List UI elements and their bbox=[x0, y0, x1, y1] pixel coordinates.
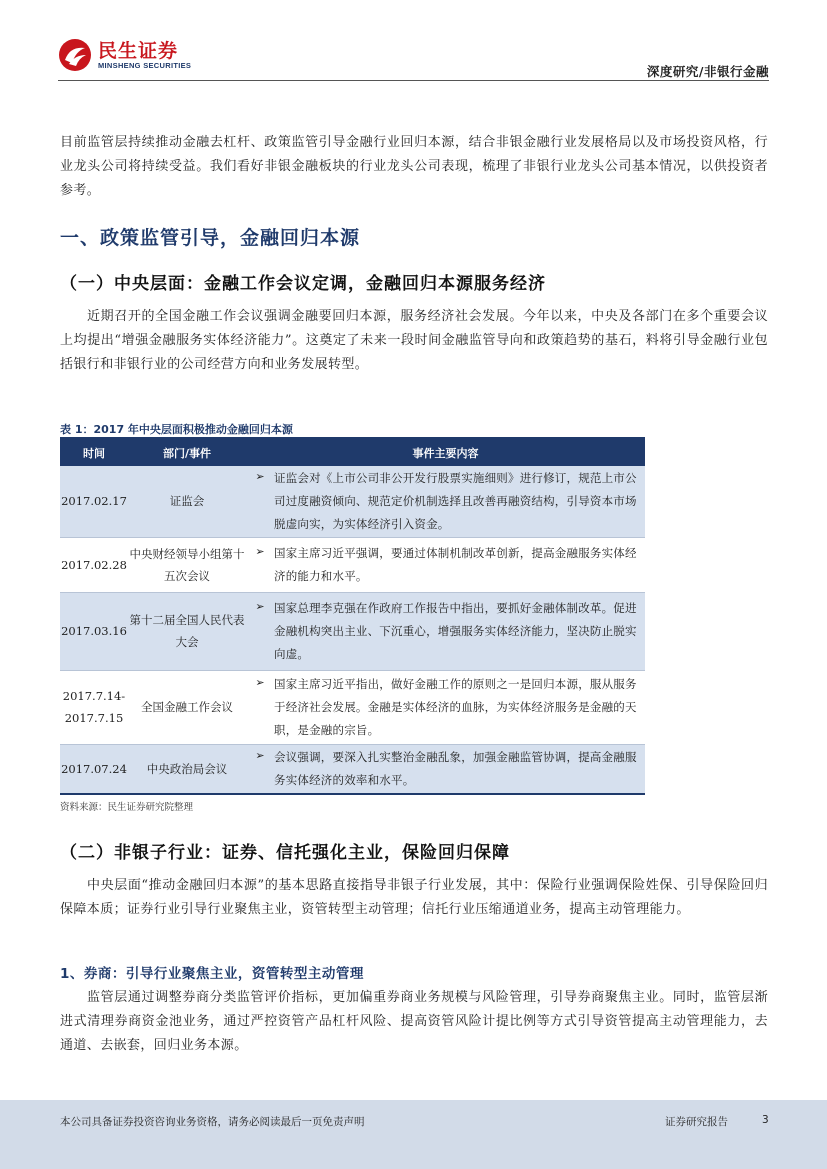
page-header bbox=[0, 0, 827, 82]
subsection-paragraph-3: 监管层通过调整券商分类监管评价指标，更加偏重券商业务规模与风险管理，引导券商聚焦主业。同时，监管层渐进式清理券商资金池业务，通过严控资管产品杠杆风险、提高资管风险计提比例等方式引导资管提高主动管理能力，去通道、去嵌套，回归业务本源。 bbox=[60, 990, 768, 1053]
table-row bbox=[60, 537, 645, 592]
bullet-arrow-icon: ➢ bbox=[255, 469, 265, 483]
row-dept: 全国金融工作会议 bbox=[141, 700, 233, 714]
table-row bbox=[60, 744, 645, 794]
subsection-paragraph-2: 中央层面“推动金融回归本源”的基本思路直接指导非银子行业发展，其中：保险行业强调保险姓保、引导保险回归保障本质；证券行业引导行业聚焦主业，资管转型主动管理；信托行业压缩通道业务，提高主动管理能力。 bbox=[60, 878, 768, 917]
row-content: 国家总理李克强在作政府工作报告中指出，要抓好金融体制改革。促进金融机构突出主业、下沉重心，增强服务实体经济能力，坚决防止脱实向虚。 bbox=[274, 600, 637, 661]
row-content: 国家主席习近平指出，做好金融工作的原则之一是回归本源，服从服务于经济社会发展。金融是实体经济的血脉，为实体经济服务是金融的天职，是金融的宗旨。 bbox=[274, 676, 637, 737]
bullet-arrow-icon: ➢ bbox=[255, 675, 265, 689]
table-row bbox=[60, 592, 645, 670]
company-logo bbox=[58, 38, 191, 72]
events-table bbox=[60, 437, 645, 795]
subsection-title-2: （二）非银子行业：证券、信托强化主业，保险回归保障 bbox=[60, 843, 510, 863]
row-time: 2017.02.28 bbox=[61, 557, 127, 572]
header-dept: 部门/事件 bbox=[128, 438, 246, 466]
table-source: 资料来源：民生证券研究院整理 bbox=[60, 802, 194, 813]
subsection-paragraph-1: 近期召开的全国金融工作会议强调金融要回归本源，服务经济社会发展。今年以来，中央及各部门在多个重要会议上均提出“增强金融服务实体经济能力”。这奠定了未来一段时间金融监管导向和政策趋势的基石，料将引导金融行业包括银行和非银行业的公司经营方向和业务发展转型。 bbox=[60, 309, 768, 372]
page-number: 3 bbox=[762, 1114, 769, 1126]
row-dept: 证监会 bbox=[128, 466, 246, 537]
header-divider bbox=[58, 80, 769, 81]
row-content: 会议强调，要深入扎实整治金融乱象，加强金融监管协调，提高金融服务实体经济的效率和水平。 bbox=[274, 749, 637, 787]
bullet-arrow-icon: ➢ bbox=[255, 599, 265, 613]
minsheng-logo-icon bbox=[58, 38, 92, 72]
report-category: 深度研究/非银行金融 bbox=[646, 64, 769, 79]
row-content: 国家主席习近平强调，要通过体制机制改革创新，提高金融服务实体经济的能力和水平。 bbox=[274, 545, 637, 583]
intro-paragraph: 目前监管层持续推动金融去杠杆、政策监管引导金融行业回归本源，结合非银金融行业发展格局以及市场投资风格，行业龙头公司将持续受益。我们看好非银金融板块的行业龙头公司表现，梳理了非银行业龙头公司基本情况，以供投资者参考。 bbox=[60, 135, 768, 198]
table-caption: 表 1：2017 年中央层面积极推动金融回归本源 bbox=[60, 423, 293, 436]
bullet-arrow-icon: ➢ bbox=[255, 748, 265, 762]
row-time: 2017.02.17 bbox=[60, 466, 128, 537]
page-footer bbox=[0, 1100, 827, 1169]
row-dept: 中央财经领导小组第十五次会议 bbox=[129, 546, 245, 583]
row-time: 2017.07.24 bbox=[60, 744, 128, 794]
row-dept: 中央政治局会议 bbox=[128, 744, 246, 794]
row-time: 2017.7.14-2017.7.15 bbox=[62, 689, 126, 725]
section-title: 一、政策监管引导，金融回归本源 bbox=[60, 227, 361, 249]
subsection-title-3: 1、券商：引导行业聚焦主业，资管转型主动管理 bbox=[60, 966, 364, 982]
bullet-arrow-icon: ➢ bbox=[255, 544, 265, 558]
table-row bbox=[60, 466, 645, 537]
header-content: 事件主要内容 bbox=[246, 438, 645, 466]
table-header-row bbox=[60, 438, 645, 466]
logo-english-name: MINSHENG SECURITIES bbox=[98, 60, 192, 70]
logo-chinese-name: 民生证券 bbox=[98, 39, 179, 62]
footer-disclaimer: 本公司具备证券投资咨询业务资格，请务必阅读最后一页免责声明 bbox=[60, 1116, 365, 1128]
row-content: 证监会对《上市公司非公开发行股票实施细则》进行修订，规范上市公司过度融资倾向、规范定价机制选择且改善再融资结构，引导资本市场脱虚向实，为实体经济引入资金。 bbox=[274, 470, 637, 531]
row-time: 2017.03.16 bbox=[60, 592, 128, 670]
subsection-title-1: （一）中央层面：金融工作会议定调，金融回归本源服务经济 bbox=[60, 274, 546, 294]
header-time: 时间 bbox=[60, 438, 128, 466]
footer-report-type: 证券研究报告 bbox=[665, 1116, 728, 1128]
row-dept: 第十二届全国人民代表大会 bbox=[128, 592, 246, 670]
table-row bbox=[60, 670, 645, 744]
